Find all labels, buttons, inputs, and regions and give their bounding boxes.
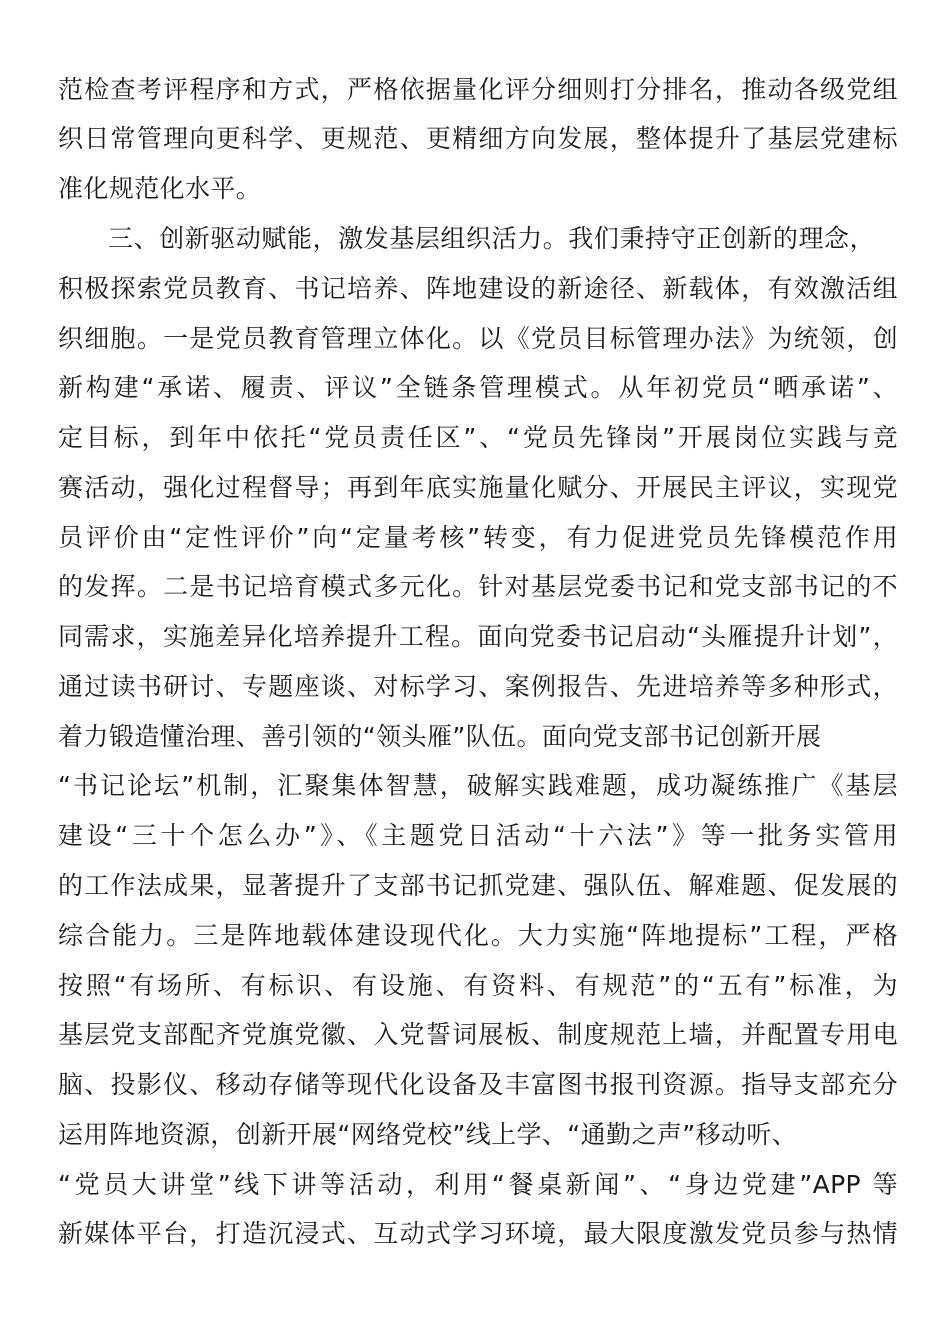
text-line: 准化规范化水平。: [58, 174, 262, 203]
text-line: 同需求，实施差异化培养提升工程。面向党委书记启动“头雁提升计划”，: [58, 622, 898, 651]
text-line: 员评价由“定性评价”向“定量考核”转变，有力促进党员先锋模范作用: [58, 523, 898, 552]
text-line: 按照“有场所、有标识、有设施、有资料、有规范”的“五有”标准，为: [58, 971, 898, 1000]
text-line: 脑、投影仪、移动存储等现代化设备及丰富图书报刊资源。指导支部充分: [58, 1070, 898, 1099]
text-line: 通过读书研讨、专题座谈、对标学习、案例报告、先进培养等多种形式，: [58, 672, 898, 701]
text-line: 织细胞。一是党员教育管理立体化。以《党员目标管理办法》为统领，创: [58, 324, 898, 353]
text-line: 的发挥。二是书记培育模式多元化。针对基层党委书记和党支部书记的不: [58, 572, 898, 601]
text-line: 定目标，到年中依托“党员责任区”、“党员先锋岗”开展岗位实践与竞: [58, 423, 898, 452]
text-line: 新构建“承诺、履责、评议”全链条管理模式。从年初党员“晒承诺”、: [58, 373, 898, 402]
text-line: 新媒体平台，打造沉浸式、互动式学习环境，最大限度激发党员参与热情: [58, 1219, 898, 1248]
text-line: 赛活动，强化过程督导；再到年底实施量化赋分、开展民主评议，实现党: [58, 473, 898, 502]
text-line: “党员大讲堂”线下讲等活动，利用“餐桌新闻”、“身边党建”APP 等: [58, 1170, 898, 1199]
text-line: “书记论坛”机制，汇聚集体智慧，破解实践难题，成功凝练推广《基层: [58, 771, 898, 800]
paragraph-heading-line: 三、创新驱动赋能，激发基层组织活力。我们秉持守正创新的理念，: [108, 224, 875, 253]
text-line: 基层党支部配齐党旗党徽、入党誓词展板、制度规范上墙，并配置专用电: [58, 1020, 898, 1049]
text-line: 运用阵地资源，创新开展“网络党校”线上学、“通勤之声”移动听、: [58, 1120, 798, 1149]
text-line: 建设“三十个怎么办”》、《主题党日活动“十六法”》等一批务实管用: [58, 821, 898, 850]
text-line: 织日常管理向更科学、更规范、更精细方向发展，整体提升了基层党建标: [58, 124, 898, 153]
text-line: 的工作法成果，显著提升了支部书记抓党建、强队伍、解难题、促发展的: [58, 871, 898, 900]
text-line: 综合能力。三是阵地载体建设现代化。大力实施“阵地提标”工程，严格: [58, 921, 898, 950]
text-line: 积极探索党员教育、书记培养、阵地建设的新途径、新载体，有效激活组: [58, 274, 898, 303]
text-line: 着力锻造懂治理、善引领的“领头雁”队伍。面向党支部书记创新开展: [58, 722, 822, 751]
text-line: 范检查考评程序和方式，严格依据量化评分细则打分排名，推动各级党组: [58, 75, 898, 104]
